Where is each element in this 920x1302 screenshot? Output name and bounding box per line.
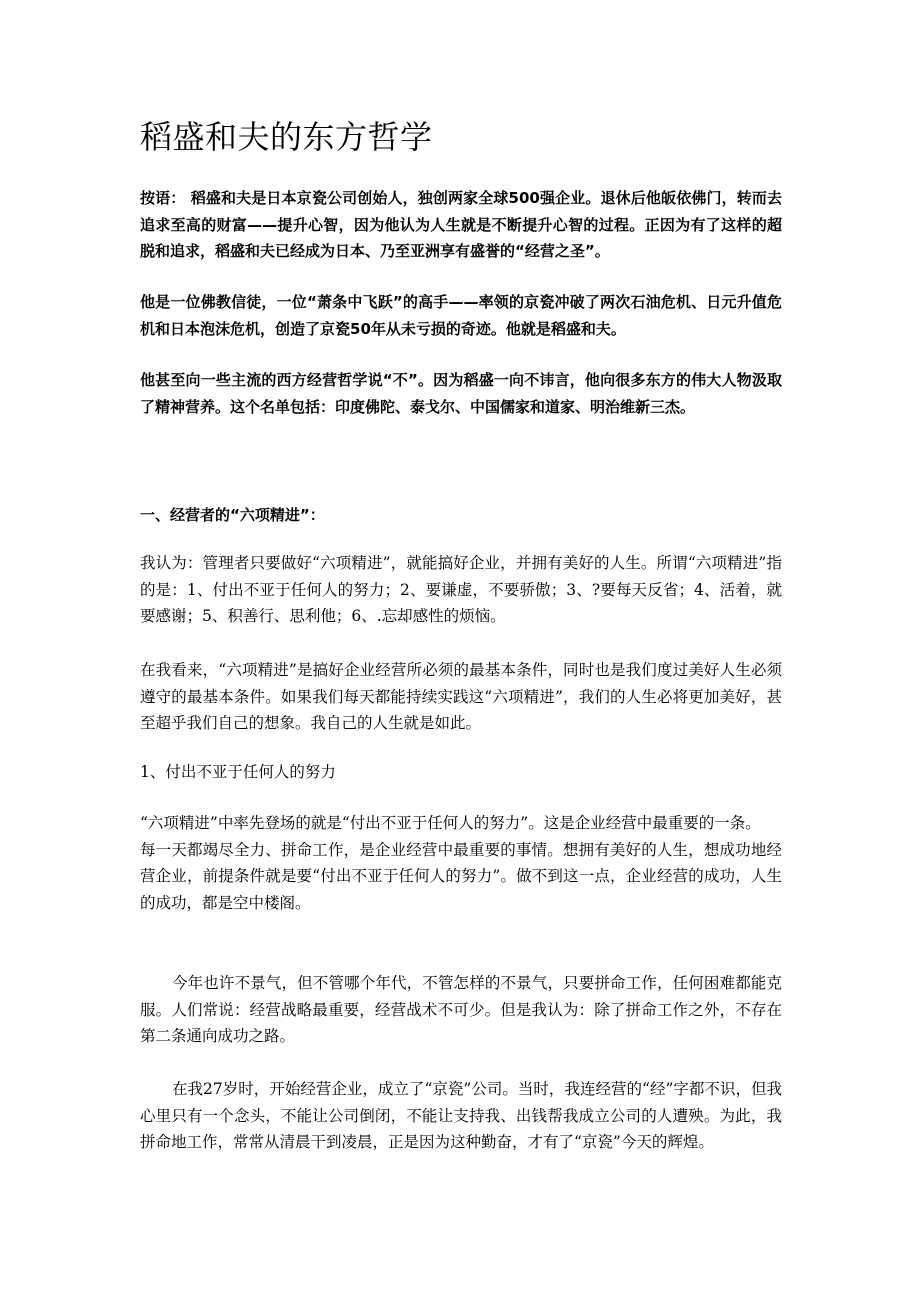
paragraph-3-line-2: 每一天都竭尽全力、拼命工作，是企业经营中最重要的事情。想拥有美好的人生，想成功地经营企业，前提条件就是要“付出不亚于任何人的努力”。做不到这一点，企业经营的成功，人生的成功，都是空中楼阁。: [140, 840, 782, 912]
section-paragraph-2: 在我看来，“六项精进”是搞好企业经营所必须的最基本条件，同时也是我们度过美好人生必须遵守的最基本条件。如果我们每天都能持续实践这“六项精进”，我们的人生必将更加美好，甚至超乎我们自己的想象。我自己的人生就是如此。: [140, 661, 782, 732]
subheading-effort: 1、付出不亚于任何人的努力: [140, 763, 336, 781]
paragraph-3-line-1: “六项精进”中率先登场的就是“付出不亚于任何人的努力”。这是企业经营中最重要的一条。: [140, 814, 761, 832]
section-heading: 一、经营者的“六项精进”：: [140, 506, 325, 524]
section-paragraph-5: 在我27岁时，开始经营企业，成立了“京瓷”公司。当时，我连经营的“经”字都不识，但我心里只有一个念头，不能让公司倒闭，不能让支持我、出钱帮我成立公司的人遭殃。为此，我拼命地工作，常常从清晨干到凌晨，正是因为这种勤奋，才有了“京瓷”今天的辉煌。: [140, 1080, 782, 1151]
intro-paragraph-1: 按语： 稻盛和夫是日本京瓷公司创始人，独创两家全球500强企业。退休后他皈依佛门，转而去追求至高的财富——提升心智，因为他认为人生就是不断提升心智的过程。正因为有了这样的超脱和追求，稻盛和夫已经成为日本、乃至亚洲享有盛誉的“经营之圣”。: [140, 189, 782, 260]
section-paragraph-1: 我认为：管理者只要做好“六项精进”，就能搞好企业，并拥有美好的人生。所谓“六项精进”指的是：1、付出不亚于任何人的努力；2、要谦虚，不要骄傲；3、?要每天反省；4、活着，就要感谢；5、积善行、思利他；6、.忘却感性的烦恼。: [140, 554, 782, 625]
intro-paragraph-2: 他是一位佛教信徒，一位“萧条中飞跃”的高手——率领的京瓷冲破了两次石油危机、日元升值危机和日本泡沫危机，创造了京瓷50年从未亏损的奇迹。他就是稻盛和夫。: [140, 293, 782, 338]
section-paragraph-4: 今年也许不景气，但不管哪个年代，不管怎样的不景气，只要拼命工作，任何困难都能克服。人们常说：经营战略最重要，经营战术不可少。但是我认为：除了拼命工作之外，不存在第二条通向成功之路。: [140, 974, 782, 1045]
intro-paragraph-3: 他甚至向一些主流的西方经营哲学说“不”。因为稻盛一向不讳言，他向很多东方的伟大人物汲取了精神营养。这个名单包括：印度佛陀、泰戈尔、中国儒家和道家、明治维新三杰。: [140, 371, 782, 416]
section-paragraph-3: [140, 810, 782, 916]
document-title: 稻盛和夫的东方哲学: [140, 118, 433, 156]
